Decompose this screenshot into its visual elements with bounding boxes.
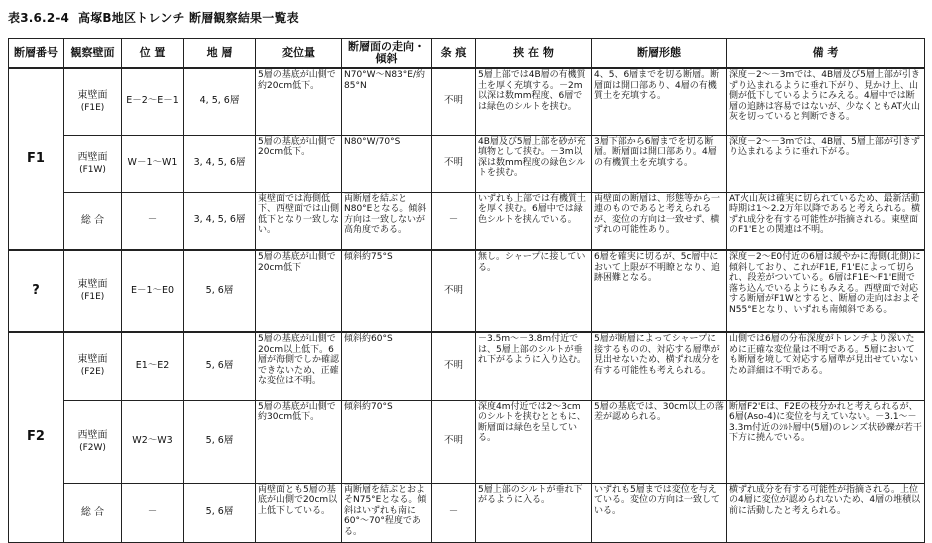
strata-cell: 5, 6層 <box>184 332 256 400</box>
displacement-cell: 両壁面とも5層の基底が山側で20cm以上低下している。 <box>256 483 342 542</box>
wall-code: (F1E) <box>80 292 105 302</box>
remarks-cell: 深度－2～E0付近の6層は緩やかに海側(北側)に傾斜しており、これがF1E, F1'Eによって切られ、段差がついている。6層はF1E～F1'E間で落ち込んでいるようにもみえる。西壁面で対応する断層がF1Wとすると、断層の走向はおよそN55°Eとなり、いずれも南傾斜である。 <box>727 250 925 332</box>
fault-observation-table <box>8 38 925 543</box>
form-cell: 6層を確実に切るが、5c層中において上限が不明瞭となり、追跡困難となる。 <box>592 250 727 332</box>
position-cell: W2～W3 <box>122 400 184 483</box>
wall-cell <box>64 135 122 192</box>
position-cell: － <box>122 192 184 250</box>
striation-cell: － <box>432 483 476 542</box>
striation-cell: 不明 <box>432 68 476 135</box>
wall-cell <box>64 250 122 332</box>
table-row <box>9 483 925 542</box>
inclusion-cell: －3.5m～－3.8m付近では、5層上部のシルトが垂れ下がるように入り込む。 <box>476 332 592 400</box>
striation-cell: 不明 <box>432 250 476 332</box>
wall-code: (F2E) <box>80 367 105 378</box>
position-cell: W－1～W1 <box>122 135 184 192</box>
strike-dip-cell: N70°W～N83°E/約85°N <box>342 68 432 135</box>
strike-dip-cell: 両断層を結ぶとN80°Eとなる。傾斜方向は一致しないが高角度である。 <box>342 192 432 250</box>
striation-cell: 不明 <box>432 135 476 192</box>
displacement-cell: 東壁面では海側低下、西壁面では山側低下となり一致しない。 <box>256 192 342 250</box>
wall-code: (F1W) <box>79 164 106 175</box>
wall-name: 東壁面 <box>77 89 108 101</box>
inclusion-cell: いずれも上部では有機質土を厚く挟む。6層中では緑色シルトを挟んでいる。 <box>476 192 592 250</box>
header-strike-dip: 断層面の走向・傾斜 <box>342 39 432 69</box>
wall-cell <box>64 400 122 483</box>
inclusion-cell: 深度4m付近では2～3cmのシルトを挟むとともに、断層面は緑色を呈している。 <box>476 400 592 483</box>
table-row <box>9 68 925 135</box>
table-row <box>9 400 925 483</box>
wall-name: 総 合 <box>80 507 105 518</box>
inclusion-cell: 5層上部のシルトが垂れ下がるように入る。 <box>476 483 592 542</box>
wall-cell <box>64 483 122 542</box>
header-form: 断層形態 <box>592 39 727 69</box>
header-remarks: 備 考 <box>727 39 925 69</box>
strike-dip-cell: 傾斜約60°S <box>342 332 432 400</box>
header-fault-number: 断層番号 <box>9 39 64 69</box>
position-cell: － <box>122 483 184 542</box>
remarks-cell: 横ずれ成分を有する可能性が指摘される。上位の4層に変位が認められないため、4層の堆積以前に活動したと考えられる。 <box>727 483 925 542</box>
position-cell: E－1～E0 <box>122 250 184 332</box>
wall-cell <box>64 332 122 400</box>
inclusion-cell: 無し。シャープに接している。 <box>476 250 592 332</box>
strata-cell: 4, 5, 6層 <box>184 68 256 135</box>
table-title: 高塚B地区トレンチ 断層観察結果一覧表 <box>78 11 299 25</box>
table-row <box>9 250 925 332</box>
wall-name: 総 合 <box>80 215 105 227</box>
strike-dip-cell: 両断層を結ぶとおよそN75°Eとなる。傾斜はいずれも南に60°～70°程度である。 <box>342 483 432 542</box>
header-row <box>9 39 925 69</box>
remarks-cell: 深度－2～－3mでは、4B層及び5層上部が引きずり込まれるように垂れ下がり、見かけ上、山側が低下しているようにみえる。4層中では断層の追跡は容易ではないが、少なくともAT火山灰を切っていると判断できる。 <box>727 68 925 135</box>
displacement-cell: 5層の基底が山側で約20cm低下。 <box>256 68 342 135</box>
fault-number: ? <box>9 250 64 332</box>
displacement-cell: 5層の基底が山側で20cm以上低下。6層が海側でしか確認できないため、正確な変位は不明。 <box>256 332 342 400</box>
table-row <box>9 332 925 400</box>
remarks-cell: AT火山灰は確実に切られているため、最新活動時期は1～2.2万年以降であると考えられる。横ずれ成分を有する可能性が指摘される。東壁面のF1'Eとの関連は不明。 <box>727 192 925 250</box>
header-striation: 条 痕 <box>432 39 476 69</box>
position-cell: E1～E2 <box>122 332 184 400</box>
wall-cell <box>64 68 122 135</box>
header-wall: 観察壁面 <box>64 39 122 69</box>
striation-cell: － <box>432 192 476 250</box>
form-cell: 5層が断層によってシャープに接するものの、対応する層準が見出せないため、横ずれ成分を有する可能性も考えられる。 <box>592 332 727 400</box>
strata-cell: 3, 4, 5, 6層 <box>184 135 256 192</box>
wall-cell <box>64 192 122 250</box>
remarks-cell: 深度－2～－3mでは、4B層、5層上部が引きずり込まれるように垂れ下がる。 <box>727 135 925 192</box>
wall-code: (F2W) <box>79 442 106 453</box>
wall-name: 東壁面 <box>77 354 108 366</box>
striation-cell: 不明 <box>432 400 476 483</box>
position-cell: E－2～E－1 <box>122 68 184 135</box>
table-caption <box>8 9 299 26</box>
strike-dip-cell: 傾斜約75°S <box>342 250 432 332</box>
displacement-cell: 5層の基底が山側で20cm低下。 <box>256 135 342 192</box>
header-displacement: 変位量 <box>256 39 342 69</box>
header-position: 位 置 <box>122 39 184 69</box>
wall-code: (F1E) <box>80 102 105 113</box>
header-strata: 地 層 <box>184 39 256 69</box>
displacement-cell: 5層の基底が山側で20cm低下 <box>256 250 342 332</box>
header-inclusion: 挟 在 物 <box>476 39 592 69</box>
strata-cell: 3, 4, 5, 6層 <box>184 192 256 250</box>
table-row <box>9 135 925 192</box>
wall-name: 東壁面 <box>77 279 108 290</box>
form-cell: いずれも5層までは変位を与えている。変位の方向は一致している。 <box>592 483 727 542</box>
strata-cell: 5, 6層 <box>184 250 256 332</box>
fault-number: F2 <box>9 332 64 542</box>
wall-name: 西壁面 <box>77 429 108 441</box>
form-cell: 4、5、6層までを切る断層。断層面は開口部あり、4層の有機質土を充填する。 <box>592 68 727 135</box>
strike-dip-cell: N80°W/70°S <box>342 135 432 192</box>
strike-dip-cell: 傾斜約70°S <box>342 400 432 483</box>
strata-cell: 5, 6層 <box>184 400 256 483</box>
form-cell: 5層の基底では、30cm以上の落差が認められる。 <box>592 400 727 483</box>
inclusion-cell: 5層上部では4B層の有機質土を厚く充填する。－2m以深は数mm程度、6層では緑色のシルトを挟む。 <box>476 68 592 135</box>
remarks-cell: 断層F2'Eは、F2Eの枝分かれと考えられるが、6層(Aso-4)に変位を与えていない。－3.1～－3.3m付近のｼﾙﾄ層中(5層)のレンズ状砂礫が若干下方に撓んでいる。 <box>727 400 925 483</box>
strata-cell: 5, 6層 <box>184 483 256 542</box>
striation-cell: 不明 <box>432 332 476 400</box>
inclusion-cell: 4B層及び5層上部を砂が充填物として挟む。－3m以深は数mm程度の緑色シルトを挟む。 <box>476 135 592 192</box>
wall-name: 西壁面 <box>77 151 108 163</box>
form-cell: 3層下部から6層までを切る断層。断層面は開口部あり。4層の有機質土を充填する。 <box>592 135 727 192</box>
fault-number: F1 <box>9 68 64 250</box>
remarks-cell: 山側では6層の分布深度がトレンチより深いために正確な変位量は不明である。5層においても断層を境して対応する層準が見出せていないため詳細は不明である。 <box>727 332 925 400</box>
table-row <box>9 192 925 250</box>
table-number: 表3.6.2-4 <box>8 11 70 25</box>
displacement-cell: 5層の基底が山側で約30cm低下。 <box>256 400 342 483</box>
form-cell: 両壁面の断層は、形態等から一連のものであると考えられるが、変位の方向は一致せず、横ずれの可能性あり。 <box>592 192 727 250</box>
